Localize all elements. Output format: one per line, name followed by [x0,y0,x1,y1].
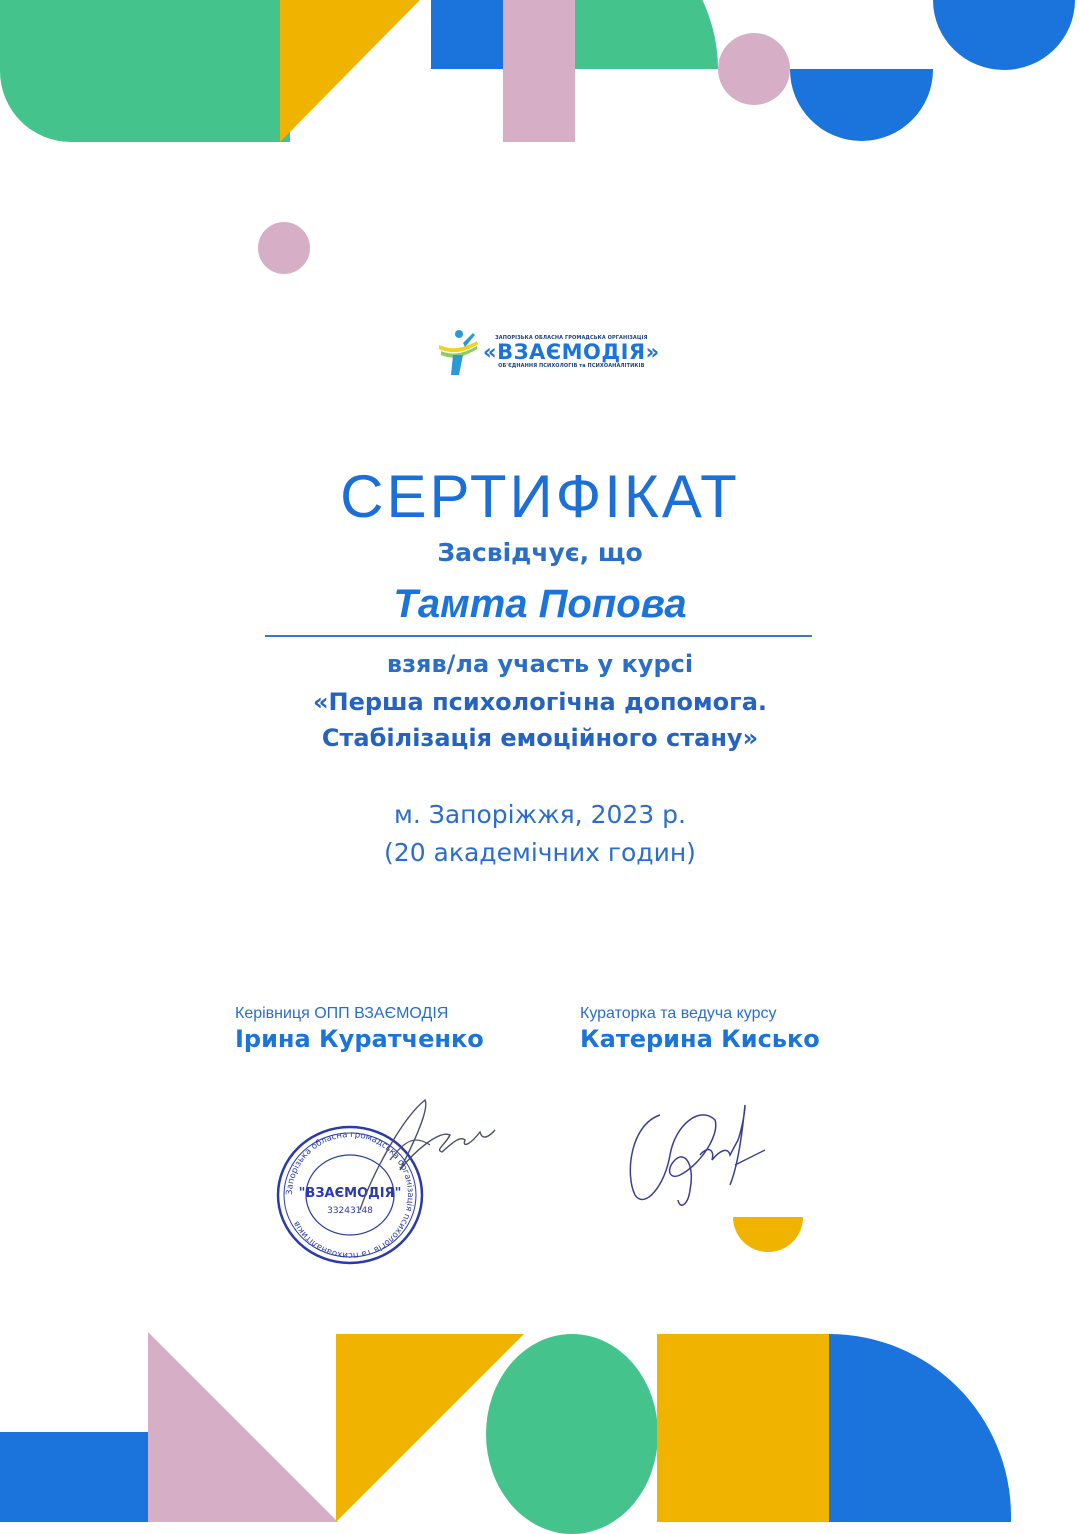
decor-blue-block [0,1432,148,1522]
decor-yellow-half-circle [733,1217,803,1252]
certificate-title: СЕРТИФІКАТ [340,463,740,530]
curator-signature [620,1095,780,1229]
signatory-director [235,1005,484,1053]
course-title-line-2: Стабілізація емоційного стану» [321,724,759,752]
decor-yellow-square [657,1334,829,1522]
academic-hours: (20 академічних годин) [384,838,696,867]
decor-pink-circle [718,33,790,105]
decor-pink-triangle [148,1332,338,1522]
decor-blue-half-circle [790,69,933,141]
decor-green-circle [486,1334,658,1534]
logo-top-line: ЗАПОРІЗЬКА ОБЛАСНА ГРОМАДСЬКА ОРГАНІЗАЦІЯ [495,335,648,341]
stamp-center-text: "ВЗАЄМОДІЯ" [298,1186,402,1201]
name-underline [265,635,812,637]
participated-text: взяв/ла участь у курсі [386,650,694,678]
organization-logo [437,327,660,377]
certifies-text: Засвідчує, що [437,538,643,567]
decor-blue-circle [933,0,1075,70]
logo-main-text: «ВЗАЄМОДІЯ» [483,340,660,364]
recipient-name: Тамта Попова [393,582,687,626]
city-year: м. Запоріжжя, 2023 р. [394,800,686,829]
logo-bottom-line: ОБ'ЄДНАННЯ ПСИХОЛОГІВ та ПСИХОАНАЛІТИКІВ [498,363,645,369]
signatory-curator [580,1005,820,1053]
signatory-role: Кураторка та ведуча курсу [580,1005,777,1022]
decor-pink-dot [258,222,310,274]
stamp-code: 33243148 [327,1206,373,1216]
signatory-name: Ірина Куратченко [235,1025,484,1053]
decor-pink-bar [503,0,575,142]
decor-green-pill [0,0,290,142]
stamp-ring-text: Запорізька обласна громадська організація психологів та психоаналітиків [284,1129,416,1261]
director-signature [330,1090,510,1224]
signatory-role: Керівниця ОПП ВЗАЄМОДІЯ [235,1005,449,1022]
course-title-line-1: «Перша психологічна допомога. [312,688,768,716]
signatory-name: Катерина Кисько [580,1025,820,1053]
decor-blue-square [431,0,503,69]
person-figure-icon [437,329,481,375]
decor-yellow-triangle [280,0,420,142]
decor-green-quarter [575,0,718,69]
decor-blue-quarter-circle [829,1334,1011,1522]
